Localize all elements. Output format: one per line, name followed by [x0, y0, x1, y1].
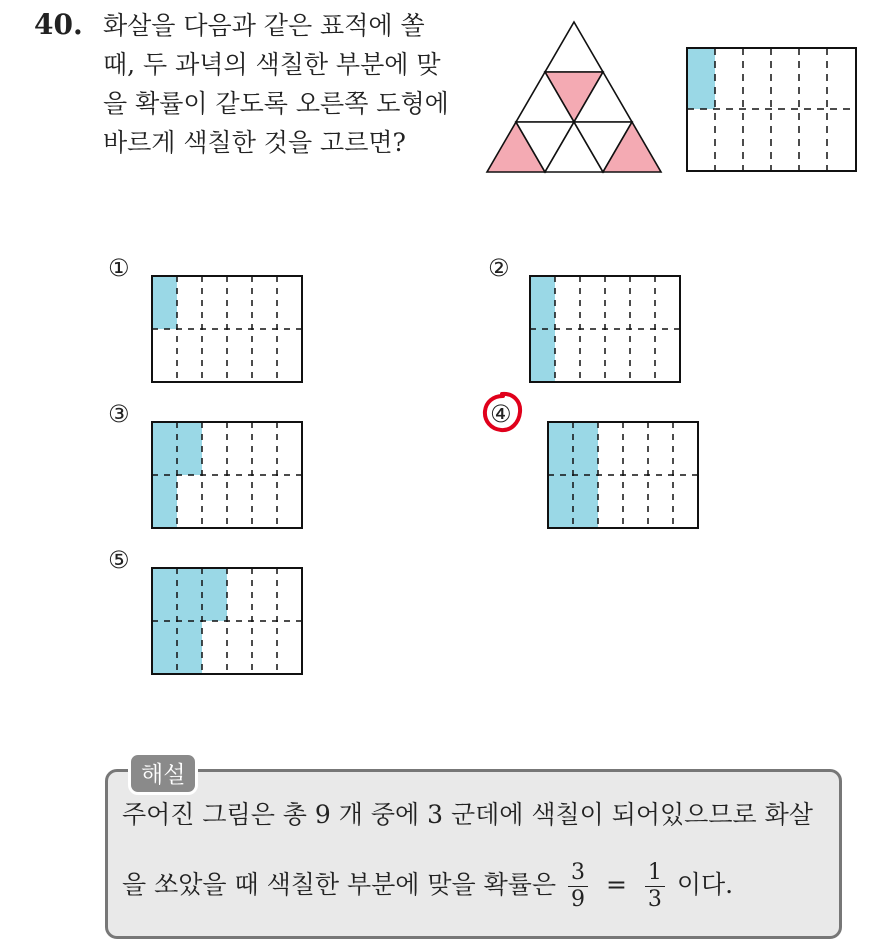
option-grid-5[interactable] [151, 567, 303, 675]
option-grid-2[interactable] [529, 275, 681, 383]
shaded-cell [573, 475, 598, 528]
shaded-cell [152, 621, 177, 674]
option-grid-4[interactable] [547, 421, 699, 529]
option-grid-1[interactable] [151, 275, 303, 383]
reference-grid [686, 47, 858, 173]
option-label-4: ④ [490, 400, 512, 428]
shaded-cell [177, 422, 202, 475]
option-label-3: ③ [108, 400, 130, 428]
fraction-denominator: 9 [571, 887, 586, 912]
solution-text: 이다. [676, 870, 734, 899]
solution-line-2 [122, 860, 733, 913]
shaded-cell [152, 475, 177, 528]
shaded-cell [530, 276, 555, 329]
shaded-cell [548, 422, 573, 475]
shaded-cell [177, 568, 202, 621]
question-line: 화살을 다음과 같은 표적에 쏠 [103, 11, 425, 40]
fraction-3-9 [568, 860, 588, 913]
solution-line-1: 주어진 그림은 총 9 개 중에 3 군데에 색칠이 되어있으므로 화살 [122, 800, 813, 829]
shaded-cell [573, 422, 598, 475]
shaded-cell [548, 475, 573, 528]
fraction-numerator: 3 [568, 860, 588, 887]
shaded-cell [530, 329, 555, 382]
shaded-cell [152, 568, 177, 621]
answer-circle-icon [480, 390, 524, 434]
fraction-denominator: 3 [647, 887, 662, 912]
option-label-1: ① [108, 254, 130, 282]
solution-text: 을 쏘았을 때 색칠한 부분에 맞을 확률은 [122, 870, 557, 899]
triangle-target [486, 20, 662, 176]
option-label-2: ② [488, 254, 510, 282]
question-text [103, 6, 483, 162]
fraction-numerator: 1 [645, 860, 665, 887]
shaded-cell [202, 568, 227, 621]
equals-sign: = [606, 870, 627, 899]
option-label-5: ⑤ [108, 546, 130, 574]
question-number: 40. [34, 8, 83, 41]
question-line: 때, 두 과녁의 색칠한 부분에 맞 [103, 50, 441, 79]
shaded-cell [152, 276, 177, 329]
solution-tag: 해설 [128, 752, 198, 795]
shaded-cell [152, 422, 177, 475]
option-grid-3[interactable] [151, 421, 303, 529]
question-line: 을 확률이 같도록 오른쪽 도형에 [103, 89, 449, 118]
fraction-1-3 [645, 860, 665, 913]
question-line: 바르게 색칠한 것을 고르면? [103, 128, 406, 157]
shaded-cell [177, 621, 202, 674]
